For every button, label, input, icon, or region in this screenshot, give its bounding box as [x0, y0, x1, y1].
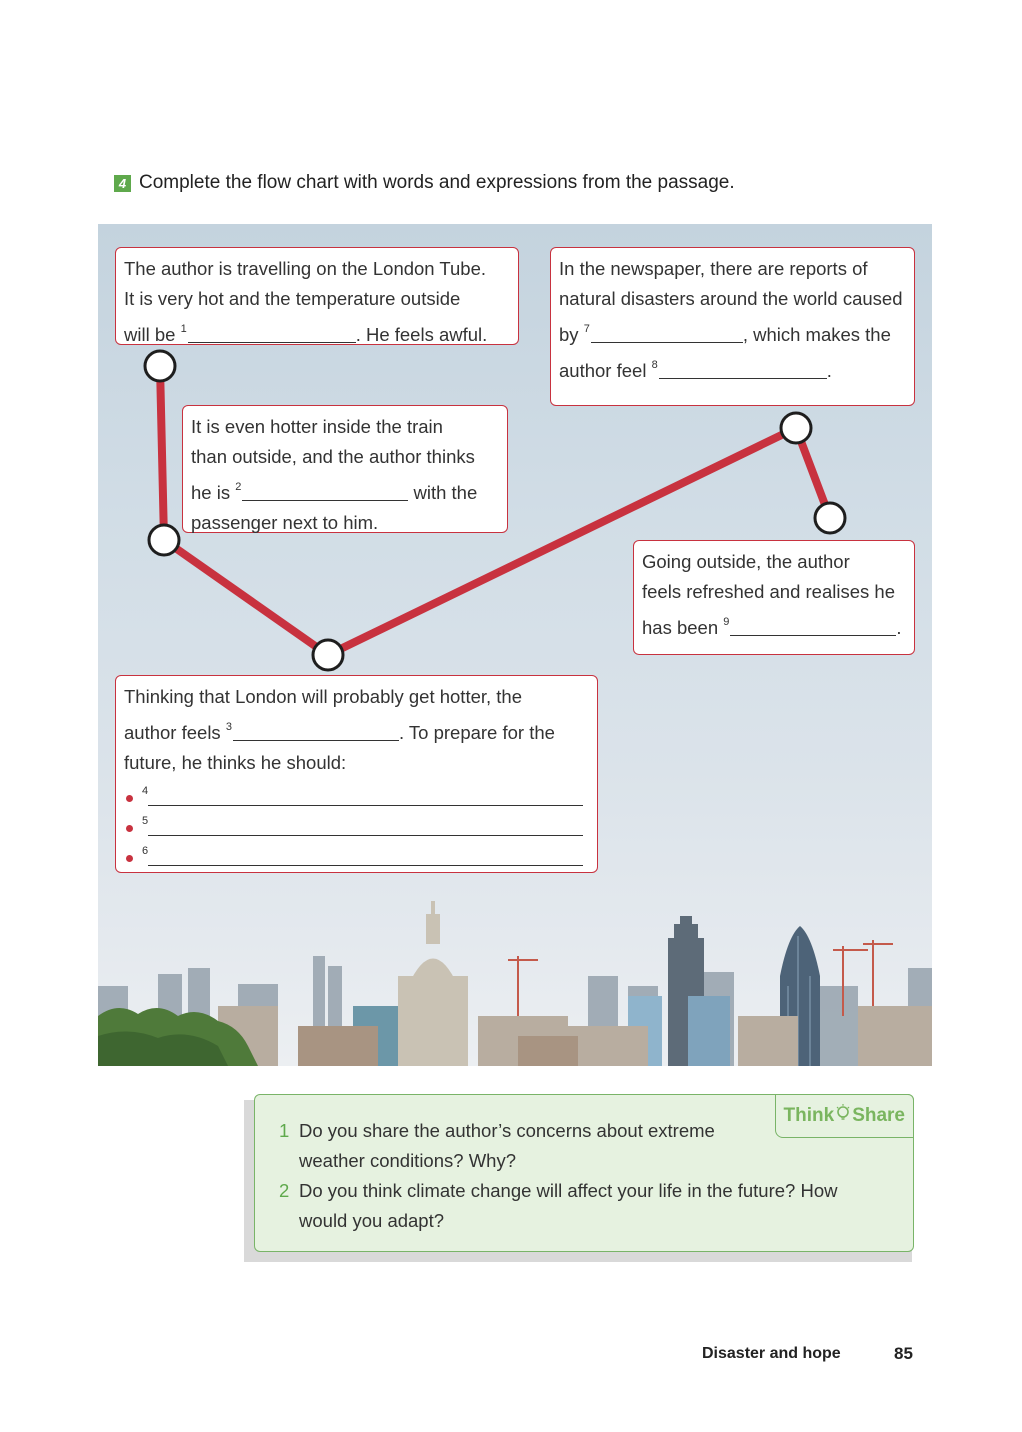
box4-line2: natural disasters around the world caused: [559, 288, 903, 309]
lightbulb-icon: [836, 1104, 850, 1120]
blank-number-1: 1: [180, 323, 187, 335]
box4-line3: [559, 314, 906, 350]
route-stop-3: [313, 640, 343, 670]
think-share-box: [254, 1094, 914, 1252]
box3-line1: Thinking that London will probably get hotter, the: [124, 686, 523, 707]
box3-line3: future, he thinks he should:: [124, 752, 347, 773]
box4-text: by: [559, 324, 579, 345]
london-skyline-picture: [98, 224, 932, 1066]
box2-line1: It is even hotter inside the train: [191, 416, 443, 437]
route-stop-5: [815, 503, 845, 533]
flow-box-4: [550, 247, 915, 406]
question-text: Do you think climate change will affect your life in the future? How: [299, 1180, 838, 1201]
answer-blank-3[interactable]: [233, 719, 399, 741]
share-label: Share: [852, 1105, 905, 1126]
box2-line2: than outside, and the author thinks: [191, 446, 475, 467]
question-text: weather conditions? Why?: [299, 1150, 516, 1171]
answer-blank-1[interactable]: [188, 321, 356, 343]
route-stop-2: [149, 525, 179, 555]
route-stop-1: [145, 351, 175, 381]
box1-line2: It is very hot and the temperature outside: [124, 288, 461, 309]
blank-number-8: 8: [651, 359, 658, 371]
bullet-item: [124, 812, 589, 842]
answer-blank-9[interactable]: [730, 614, 896, 636]
blank-number-6: 6: [142, 845, 149, 857]
box5-text-end: .: [896, 617, 902, 638]
box4-text-2: author feel: [559, 360, 647, 381]
answer-blank-8[interactable]: [659, 357, 827, 379]
box4-text-end: .: [826, 360, 832, 381]
box1-line1: The author is travelling on the London Tube.: [124, 258, 487, 279]
bullet-item: [124, 782, 589, 812]
bullet-list: [124, 782, 589, 872]
box5-text: has been: [642, 617, 719, 638]
box4-text-mid: , which makes the: [742, 324, 891, 345]
box1-text: will be: [124, 324, 176, 345]
box5-line3: [642, 607, 906, 643]
box1-text-end: . He feels awful.: [355, 324, 488, 345]
route-stop-4: [781, 413, 811, 443]
box2-text-end: with the: [413, 482, 478, 503]
question-text: Do you share the author’s concerns about extreme: [299, 1120, 715, 1141]
blank-number-4: 4: [142, 785, 149, 797]
unit-title: Disaster and hope: [702, 1345, 841, 1362]
bullet-dot: [126, 855, 133, 862]
box3-text: author feels: [124, 722, 221, 743]
think-share-tab: [775, 1094, 914, 1138]
flow-box-2: [182, 405, 508, 533]
page-number: 85: [894, 1344, 913, 1363]
exercise-number-badge: 4: [114, 175, 131, 192]
discussion-question-1: [279, 1116, 715, 1176]
question-text: would you adapt?: [299, 1210, 445, 1231]
flow-box-3: [115, 675, 598, 873]
answer-blank-5[interactable]: [148, 835, 583, 836]
box2-line4: passenger next to him.: [191, 512, 379, 533]
blank-number-5: 5: [142, 815, 149, 827]
flow-box-1: [115, 247, 519, 345]
blank-number-2: 2: [235, 481, 242, 493]
box2-text: he is: [191, 482, 231, 503]
box5-line2: feels refreshed and realises he: [642, 581, 895, 602]
box4-line4: [559, 350, 906, 386]
answer-blank-4[interactable]: [148, 805, 583, 806]
box3-text-end: . To prepare for the: [398, 722, 555, 743]
bullet-dot: [126, 795, 133, 802]
box3-line2: [124, 712, 589, 748]
bullet-item: [124, 842, 589, 872]
exercise-instruction: [114, 172, 735, 194]
bullet-dot: [126, 825, 133, 832]
blank-number-9: 9: [723, 616, 730, 628]
answer-blank-7[interactable]: [591, 321, 743, 343]
blank-number-3: 3: [225, 721, 232, 733]
box5-line1: Going outside, the author: [642, 551, 850, 572]
think-label: Think: [783, 1105, 835, 1126]
instruction-text: Complete the flow chart with words and expressions from the passage.: [139, 172, 735, 193]
answer-blank-6[interactable]: [148, 865, 583, 866]
discussion-question-2: [279, 1176, 838, 1236]
question-number: 2: [279, 1180, 290, 1201]
box1-line3: [124, 314, 510, 350]
question-number: 1: [279, 1120, 290, 1141]
flow-box-5: [633, 540, 915, 655]
box4-line1: In the newspaper, there are reports of: [559, 258, 868, 279]
box2-line3: [191, 472, 499, 508]
answer-blank-2[interactable]: [242, 479, 408, 501]
blank-number-7: 7: [583, 323, 590, 335]
